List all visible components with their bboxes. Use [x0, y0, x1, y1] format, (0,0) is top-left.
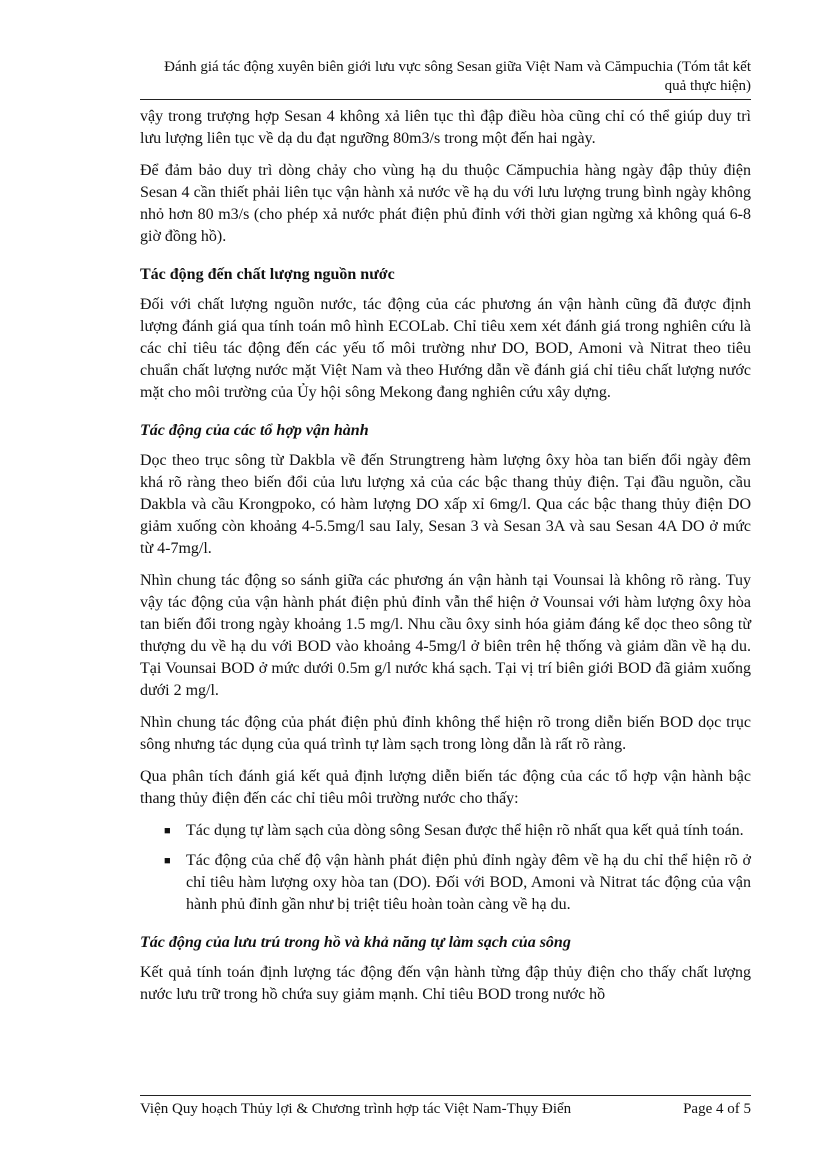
page-header: [140, 58, 751, 100]
paragraph-dissolved-oxygen: Dọc theo trục sông từ Dakbla về đến Strungtreng hàm lượng ôxy hòa tan biến đổi ngày đêm khá rõ ràng theo biến đổi của lưu lượng xả của các bậc thang thủy điện. Tại đầu nguồn, cầu Dakbla và cầu Krongpoko, có hàm lượng DO xấp xỉ 6mg/l. Qua các bậc thang thủy điện DO giảm xuống còn khoảng 4-5.5mg/l sau Ialy, Sesan 3 và Sesan 3A và sau Sesan 4A DO ở mức từ 4-7mg/l.: [140, 452, 751, 557]
list-item-text: Tác động của chế độ vận hành phát điện phủ đỉnh ngày đêm về hạ du chỉ thể hiện rõ ở chỉ tiêu hàm lượng oxy hòa tan (DO). Đối với BOD, Amoni và Nitrat tác động của vận hành phủ đỉnh gần như bị triệt tiêu hoàn toàn càng về hạ du.: [186, 852, 751, 913]
list-item: [140, 820, 751, 842]
subsection-heading-operation-combinations: Tác động của các tổ hợp vận hành: [140, 422, 369, 439]
document-body: [140, 106, 751, 1016]
subsection-heading-reservoir-retention: Tác động của lưu trú trong hồ và khả năng tự làm sạch của sông: [140, 934, 571, 951]
square-bullet-icon: ■: [164, 825, 171, 837]
header-title: Đánh giá tác động xuyên biên giới lưu vực sông Sesan giữa Việt Nam và Cămpuchia (Tóm tắt kết quả thực hiện): [164, 59, 751, 94]
paragraph-bod-peaking: Nhìn chung tác động của phát điện phủ đỉnh không thể hiện rõ trong diễn biến BOD dọc trục sông nhưng tác dụng của quá trình tự làm sạch trong lòng dẫn là rất rõ ràng.: [140, 714, 751, 753]
paragraph-water-quality-intro: Đối với chất lượng nguồn nước, tác động của các phương án vận hành cũng đã được định lượng đánh giá qua tính toán mô hình ECOLab. Chỉ tiêu xem xét đánh giá trong nghiên cứu là các chỉ tiêu tác động đến các yếu tố môi trường như DO, BOD, Amoni và Nitrat theo tiêu chuẩn chất lượng nước mặt Việt Nam và theo Hướng dẫn về đánh giá chỉ tiêu chất lượng nước mặt cho môi trường của Ủy hội sông Mekong đang nghiên cứu xây dựng.: [140, 296, 751, 401]
section-heading-water-quality: Tác động đến chất lượng nguồn nước: [140, 266, 395, 283]
footer-organization: Viện Quy hoạch Thủy lợi & Chương trình hợp tác Việt Nam-Thụy Điển: [140, 1101, 572, 1117]
paragraph-analysis-conclusion: Qua phân tích đánh giá kết quả định lượng diễn biến tác động của các tổ hợp vận hành bậc thang thủy điện đến các chỉ tiêu môi trường nước cho thấy:: [140, 768, 751, 807]
paragraph-sesan4-discharge: Để đảm bảo duy trì dòng chảy cho vùng hạ du thuộc Cămpuchia hàng ngày đập thủy điện Sesan 4 cần thiết phải liên tục vận hành xả nước về hạ du với lưu lượng trung bình ngày không nhỏ hơn 80 m3/s (cho phép xả nước phát điện phủ đỉnh với thời gian ngừng xả không quá 6-8 giờ đồng hồ).: [140, 162, 751, 245]
paragraph-reservoir-quality: Kết quả tính toán định lượng tác động đến vận hành từng đập thủy điện cho thấy chất lượng nước lưu trữ trong hồ chứa suy giảm mạnh. Chỉ tiêu BOD trong nước hồ: [140, 964, 751, 1003]
conclusion-bullet-list: [140, 820, 751, 916]
paragraph-flow-continuation: vậy trong trượng hợp Sesan 4 không xả liên tục thì đập điều hòa cũng chỉ có thể giúp duy trì lưu lượng liên tục về dạ du đạt ngưỡng 80m3/s trong một đến hai ngày.: [140, 108, 751, 147]
list-item: [140, 850, 751, 916]
list-item-text: Tác dụng tự làm sạch của dòng sông Sesan được thể hiện rõ nhất qua kết quả tính toán.: [186, 822, 744, 839]
page-number: Page 4 of 5: [683, 1101, 751, 1117]
page-footer: [140, 1095, 751, 1119]
paragraph-vounsai-comparison: Nhìn chung tác động so sánh giữa các phương án vận hành tại Vounsai là không rõ ràng. Tuy vậy tác động của vận hành phát điện phủ đỉnh vẫn thể hiện ở Vounsai với hàm lượng ôxy hòa tan biến đổi trong ngày khoảng 1.5 mg/l. Nhu cầu ôxy sinh hóa giảm đáng kể dọc theo sông từ thượng du về hạ du với BOD vào khoảng 4-5mg/l ở biên trên hệ thống và giảm dần về hạ du. Tại Vounsai BOD ở mức dưới 0.5m g/l nước khá sạch. Tại vị trí biên giới BOD đã giảm xuống dưới 2 mg/l.: [140, 572, 751, 699]
square-bullet-icon: ■: [164, 855, 171, 867]
